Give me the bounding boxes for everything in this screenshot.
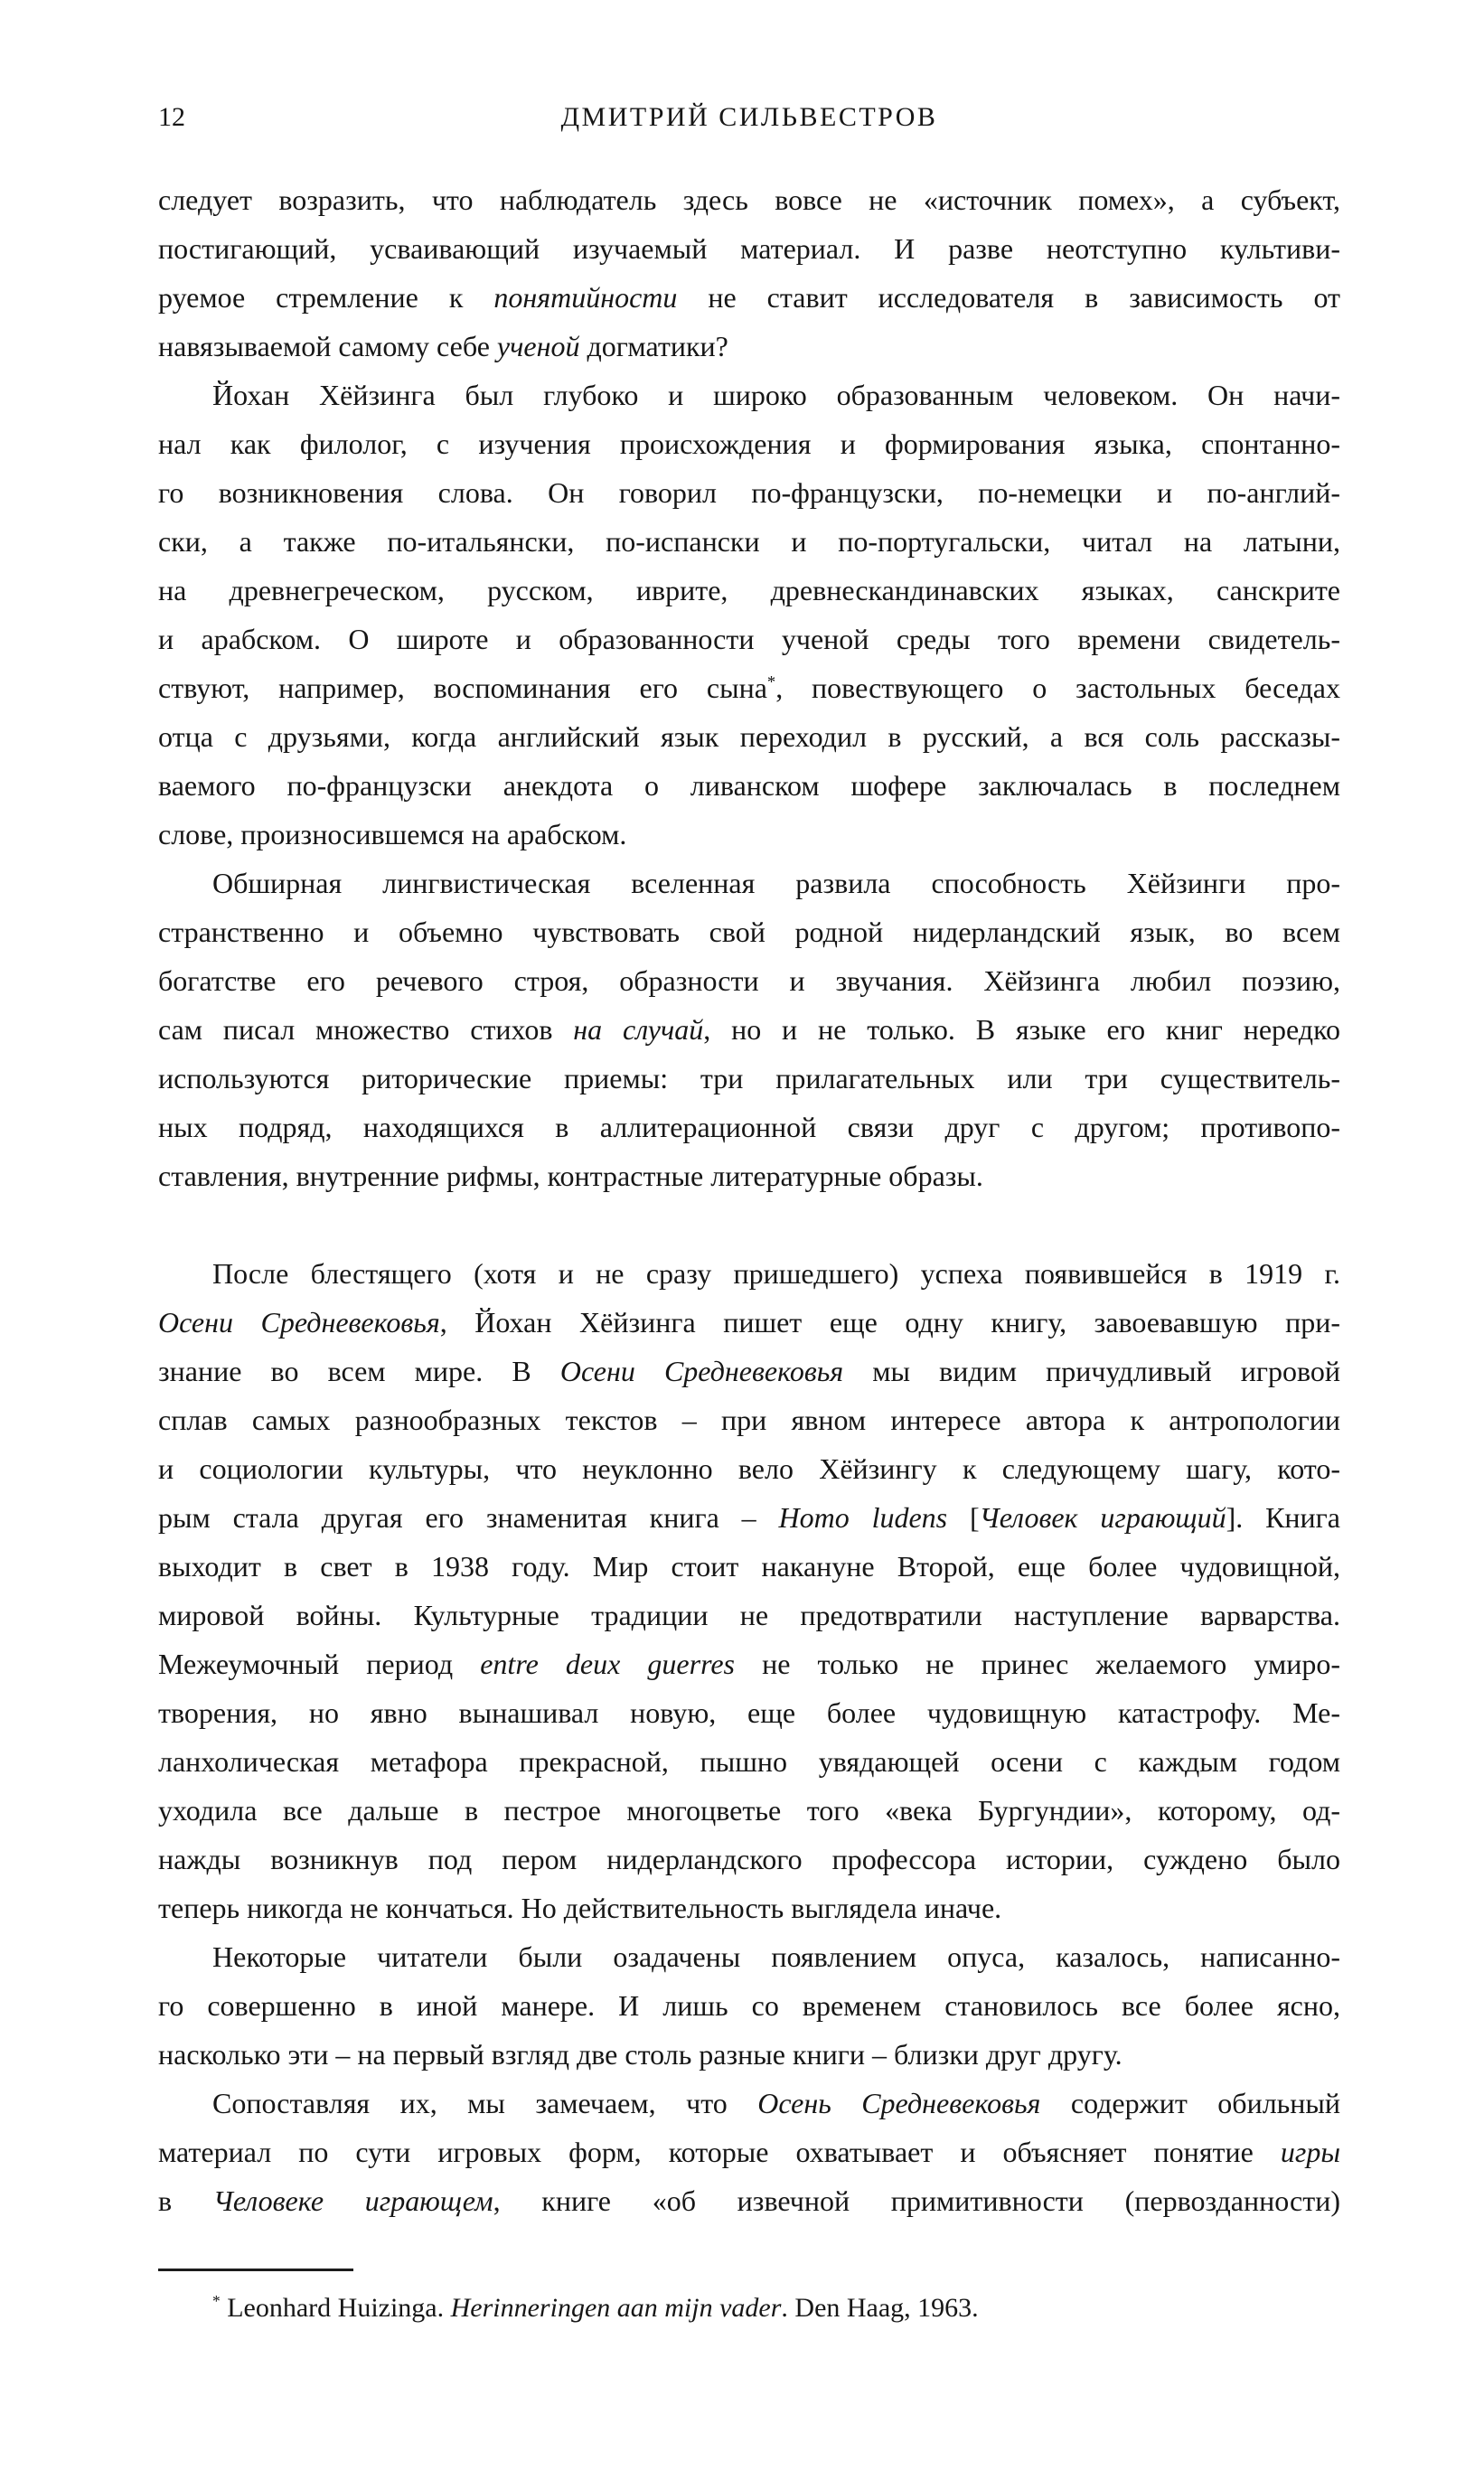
text-run: руемое стремление к <box>158 281 494 314</box>
text-line <box>158 1542 1340 1591</box>
text-line <box>158 322 1340 371</box>
text-line <box>158 2079 1340 2128</box>
text-run: го возникновения слова. Он говорил по-французски, по-немецки и по-англий- <box>158 476 1340 509</box>
text-run: Человеке играющем <box>212 2184 493 2217</box>
text-line <box>158 615 1340 663</box>
text-line <box>158 1493 1340 1542</box>
text-line <box>158 1151 1340 1200</box>
text-run: используются риторические приемы: три прилагательных или три существитель- <box>158 1062 1340 1094</box>
text-run: уходила все дальше в пестрое многоцветье того «века Бургундии», которому, од- <box>158 1794 1340 1827</box>
text-run: навязываемой самому себе <box>158 330 497 362</box>
body-text <box>158 175 1340 2225</box>
text-run: насколько эти – на первый взгляд две столь разные книги – близки друг другу. <box>158 2038 1122 2071</box>
text-run: Межеумочный период <box>158 1648 481 1680</box>
text-run: . Den Haag, 1963. <box>781 2293 979 2323</box>
text-line <box>158 956 1340 1005</box>
text-run: на случай <box>573 1013 704 1046</box>
text-run: Herinneringen aan mijn vader <box>450 2293 782 2323</box>
text-line <box>158 1054 1340 1103</box>
text-run: слове, произносившемся на арабском. <box>158 818 627 850</box>
text-run: Человек играющий <box>979 1501 1226 1534</box>
paragraph <box>158 2079 1340 2225</box>
footnote <box>158 2269 1340 2327</box>
text-run: Некоторые читатели были озадачены появлением опуса, казалось, написанно- <box>212 1940 1340 1973</box>
text-run: нажды возникнув под пером нидерландского профессора истории, суждено было <box>158 1843 1340 1875</box>
text-run: мировой войны. Культурные традиции не предотвратили наступление варварства. <box>158 1599 1340 1631</box>
text-line <box>158 468 1340 517</box>
footnote-text <box>158 2289 1340 2327</box>
text-run: Йохан Хёйзинга был глубоко и широко образованным человеком. Он начи- <box>212 379 1340 411</box>
text-line <box>158 419 1340 468</box>
text-run: теперь никогда не кончаться. Но действительность выглядела иначе. <box>158 1892 1002 1924</box>
text-run: творения, но явно вынашивал новую, еще более чудовищную катастрофу. Ме- <box>158 1696 1340 1729</box>
text-run: отца с друзьями, когда английский язык переходил в русский, а вся соль рассказы- <box>158 720 1340 753</box>
text-line <box>158 1786 1340 1835</box>
text-run: не только не принес желаемого умиро- <box>735 1648 1341 1680</box>
text-run: Leonhard Huizinga. <box>220 2293 451 2323</box>
text-run: ставления, внутренние рифмы, контрастные литературные образы. <box>158 1160 983 1192</box>
text-run: После блестящего (хотя и не сразу пришедшего) успеха появившейся в 1919 г. <box>212 1257 1340 1290</box>
text-line <box>158 2128 1340 2176</box>
paragraph <box>158 1932 1340 2079</box>
text-line <box>158 2030 1340 2079</box>
text-run: богатстве его речевого строя, образности и звучания. Хёйзинга любил поэзию, <box>158 964 1340 997</box>
text-run: Homo ludens <box>778 1501 948 1534</box>
text-run: Осени Средневековья <box>158 1306 440 1339</box>
text-run: мы видим причудливый игровой <box>843 1355 1341 1387</box>
text-run: , книге «об извечной примитивности (первозданности) <box>493 2184 1341 2217</box>
text-run: ланхолическая метафора прекрасной, пышно увядающей осени с каждым годом <box>158 1745 1340 1778</box>
footnote-marker: * <box>212 2292 221 2310</box>
paragraph <box>158 371 1340 859</box>
text-run: выходит в свет в 1938 году. Мир стоит накануне Второй, еще более чудовищной, <box>158 1550 1340 1583</box>
paragraph <box>158 1249 1340 1932</box>
text-run: сам писал множество стихов <box>158 1013 574 1046</box>
text-line <box>158 1249 1340 1298</box>
text-line <box>158 1883 1340 1932</box>
text-run: ]. Книга <box>1226 1501 1341 1534</box>
text-run: ваемого по-французски анекдота о ливанском шофере заключалась в последнем <box>158 769 1340 802</box>
text-line <box>158 663 1340 712</box>
text-run: сплав самых разнообразных текстов – при явном интересе автора к антропологии <box>158 1404 1340 1436</box>
text-run: ных подряд, находящихся в аллитерационной связи друг с другом; противопо- <box>158 1111 1340 1143</box>
text-run: Обширная лингвистическая вселенная развила способность Хёйзинги про- <box>212 867 1340 899</box>
paragraph <box>158 859 1340 1200</box>
text-run: знание во всем мире. В <box>158 1355 560 1387</box>
text-run: и арабском. О широте и образованности ученой среды того времени свидетель- <box>158 623 1340 655</box>
text-run: го совершенно в иной манере. И лишь со временем становилось все более ясно, <box>158 1989 1340 2022</box>
text-line <box>158 1444 1340 1493</box>
text-run: ученой <box>496 330 580 362</box>
text-run: рым стала другая его знаменитая книга – <box>158 1501 779 1534</box>
text-run: , но и не только. В языке его книг нередко <box>703 1013 1341 1046</box>
text-run: Осени Средневековья <box>559 1355 844 1387</box>
text-line <box>158 1103 1340 1151</box>
text-run: и социологии культуры, что неуклонно вело Хёйзингу к следующему шагу, кото- <box>158 1452 1340 1485</box>
text-line <box>158 1932 1340 1981</box>
text-line <box>158 1005 1340 1054</box>
text-run: в <box>158 2184 213 2217</box>
running-title: ДМИТРИЙ СИЛЬВЕСТРОВ <box>560 102 938 132</box>
text-run: постигающий, усваивающий изучаемый материал. И разве неотступно культиви- <box>158 232 1340 265</box>
text-run: , повествующего о застольных беседах <box>775 672 1340 704</box>
text-line <box>158 810 1340 859</box>
text-line <box>158 712 1340 761</box>
text-line <box>158 859 1340 907</box>
text-line <box>158 907 1340 956</box>
text-line <box>158 1639 1340 1688</box>
text-line <box>158 1981 1340 2030</box>
text-run: следует возразить, что наблюдатель здесь вовсе не «источник помех», а субъект, <box>158 183 1340 216</box>
page-number: 12 <box>158 102 185 132</box>
text-line <box>158 371 1340 419</box>
text-line <box>158 1347 1340 1395</box>
footnote-marker: * <box>766 672 776 692</box>
text-run: , Йохан Хёйзинга пишет еще одну книгу, завоевавшую при- <box>439 1306 1341 1339</box>
footnote-divider <box>158 2269 353 2271</box>
text-run: на древнегреческом, русском, иврите, древнескандинавских языках, санскрите <box>158 574 1340 606</box>
text-line <box>158 224 1340 273</box>
text-line <box>158 175 1340 224</box>
text-run: Осень Средневековья <box>757 2087 1041 2119</box>
text-run: entre deux guerres <box>480 1648 735 1680</box>
text-run: догматики? <box>579 330 728 362</box>
text-run: не ставит исследователя в зависимость от <box>677 281 1340 314</box>
text-run: понятийности <box>493 281 678 314</box>
text-line <box>158 273 1340 322</box>
text-run: Сопоставляя их, мы замечаем, что <box>212 2087 758 2119</box>
text-run: материал по сути игровых форм, которые охватывает и объясняет понятие <box>158 2136 1281 2168</box>
text-line <box>158 1737 1340 1786</box>
page-header <box>158 101 1340 134</box>
text-run: ствуют, например, воспоминания его сына <box>158 672 767 704</box>
text-run: содержит обильный <box>1040 2087 1341 2119</box>
text-line <box>158 1591 1340 1639</box>
text-line <box>158 761 1340 810</box>
text-line <box>158 517 1340 566</box>
text-run: [ <box>947 1501 980 1534</box>
text-run: ски, а также по-итальянски, по-испански и по-португальски, читал на латыни, <box>158 525 1340 558</box>
text-line <box>158 1688 1340 1737</box>
text-line <box>158 566 1340 615</box>
text-line <box>158 1298 1340 1347</box>
paragraph <box>158 175 1340 371</box>
text-line <box>158 1835 1340 1883</box>
text-line <box>158 1395 1340 1444</box>
text-run: нал как филолог, с изучения происхождения и формирования языка, спонтанно- <box>158 427 1340 460</box>
text-run: странственно и объемно чувствовать свой родной нидерландский язык, во всем <box>158 916 1340 948</box>
text-run: игры <box>1280 2136 1340 2168</box>
text-line <box>158 2176 1340 2225</box>
